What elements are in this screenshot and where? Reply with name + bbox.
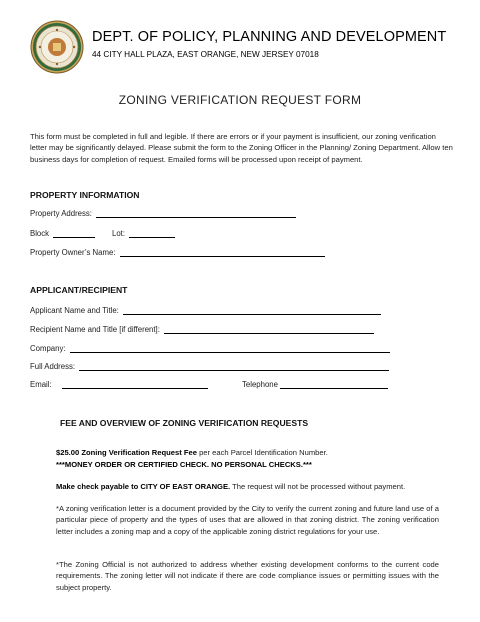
telephone-line[interactable] [280, 380, 388, 389]
fee-line [56, 447, 439, 458]
payable-line [56, 481, 439, 492]
property-address-line[interactable] [96, 209, 296, 218]
email-field[interactable] [30, 380, 208, 389]
recipient-name-line[interactable] [164, 325, 374, 334]
intro-paragraph: This form must be completed in full and legible. If there are errors or if your payment is insufficient, our zoning verification letter may be significantly delayed. Please submit the form to the Zoning Officer in the Planning/ Zoning Department. Allow ten business days for completion of request. Emailed forms will be processed upon receipt of payment. [30, 132, 453, 164]
money-order-text: ***MONEY ORDER OR CERTIFIED CHECK. NO PERSONAL CHECKS.*** [56, 460, 312, 469]
block-field[interactable] [30, 229, 95, 238]
email-line[interactable] [62, 380, 208, 389]
payable-rest: The request will not be processed without payment. [230, 482, 406, 491]
company-field[interactable] [30, 344, 390, 353]
fee-amount: $25.00 Zoning Verification Request Fee [56, 448, 197, 457]
owner-name-label: Property Owner’s Name: [30, 248, 116, 257]
recipient-name-label: Recipient Name and Title [if different]: [30, 325, 160, 334]
payable-bold: Make check payable to CITY OF EAST ORANGE. [56, 482, 231, 491]
money-order-note [56, 459, 439, 470]
city-seal-logo [30, 20, 84, 74]
applicant-section-heading: APPLICANT/RECIPIENT [30, 285, 128, 295]
telephone-field[interactable] [242, 380, 388, 389]
company-label: Company: [30, 344, 66, 353]
owner-name-line[interactable] [120, 248, 325, 257]
telephone-label: Telephone [242, 380, 278, 389]
full-address-line[interactable] [79, 362, 389, 371]
full-address-field[interactable] [30, 362, 389, 371]
form-title: ZONING VERIFICATION REQUEST FORM [118, 93, 362, 107]
applicant-name-field[interactable] [30, 306, 381, 315]
block-label: Block [30, 229, 50, 238]
fee-rest: per each Parcel Identification Number. [196, 448, 328, 457]
zoning-letter-note: *A zoning verification letter is a document provided by the City to verify the current zoning and future land use of a particular piece of property and the types of uses that are allowed in that zoning district. The zoning verification letter includes a zoning map and a copy of the applicable zoning district regulations for your use. [56, 504, 439, 536]
property-address-label: Property Address: [30, 209, 92, 218]
recipient-name-field[interactable] [30, 325, 374, 334]
property-section-heading: PROPERTY INFORMATION [30, 190, 140, 200]
applicant-name-label: Applicant Name and Title: [30, 306, 119, 315]
full-address-label: Full Address: [30, 362, 76, 371]
lot-field[interactable] [112, 229, 175, 238]
email-label: Email: [30, 380, 52, 389]
zoning-official-note: *The Zoning Official is not authorized to address whether existing development conforms to the current code requirements. The zoning letter will not indicate if there are code compliance issues or permitting issues with the subject property. [56, 560, 439, 592]
fee-section-heading: FEE AND OVERVIEW OF ZONING VERIFICATION REQUESTS [60, 418, 309, 428]
department-title: DEPT. OF POLICY, PLANNING AND DEVELOPMENT [92, 29, 447, 45]
applicant-name-line[interactable] [123, 306, 381, 315]
company-line[interactable] [70, 344, 390, 353]
lot-label: Lot: [112, 229, 126, 238]
property-address-field[interactable] [30, 209, 296, 218]
department-address: 44 CITY HALL PLAZA, EAST ORANGE, NEW JERSEY 07018 [92, 50, 319, 59]
block-line[interactable] [53, 229, 95, 238]
lot-line[interactable] [129, 229, 175, 238]
owner-name-field[interactable] [30, 248, 325, 257]
